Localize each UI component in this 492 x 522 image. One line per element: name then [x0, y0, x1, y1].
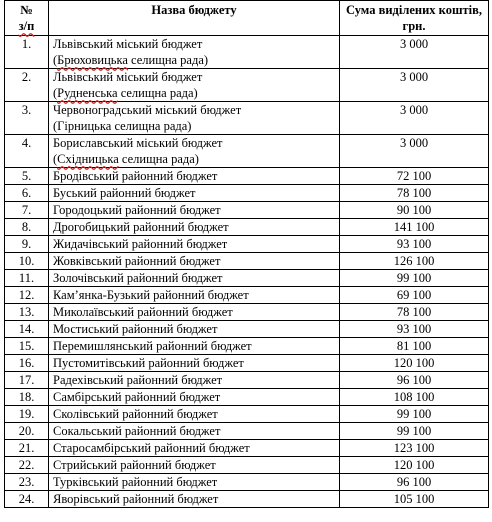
budget-name-text: Буський районний бюджет	[53, 186, 196, 200]
budget-name-text: Самбірський районний бюджет	[53, 390, 221, 404]
row-number: 15.	[5, 338, 49, 355]
header-number	[5, 1, 49, 36]
table-row	[5, 338, 489, 355]
table-row	[5, 253, 489, 270]
budget-name-text: Миколаївський районний бюджет	[53, 305, 233, 319]
table-header	[5, 1, 489, 36]
row-budget-name	[49, 491, 340, 508]
table-row	[5, 406, 489, 423]
council-note-part: Східницька	[57, 152, 119, 166]
table-row	[5, 389, 489, 406]
row-amount: 99 100	[340, 406, 489, 423]
council-note-part: (	[53, 152, 58, 166]
row-number: 18.	[5, 389, 49, 406]
row-amount: 120 100	[340, 355, 489, 372]
row-budget-name	[49, 69, 340, 102]
budget-name-text: Сокальський районний бюджет	[53, 424, 221, 438]
table-row	[5, 474, 489, 491]
table-row	[5, 102, 489, 135]
row-number: 6.	[5, 185, 49, 202]
table-row	[5, 135, 489, 168]
council-note	[53, 85, 335, 101]
council-note-part: Брюховицька	[57, 53, 128, 67]
row-number: 1.	[5, 36, 49, 69]
row-budget-name	[49, 219, 340, 236]
row-budget-name	[49, 253, 340, 270]
council-note	[53, 151, 335, 167]
council-note-part: (Гірницька селищна рада)	[53, 119, 192, 133]
header-number-symbol: №	[20, 3, 33, 17]
row-budget-name	[49, 355, 340, 372]
row-amount: 69 100	[340, 287, 489, 304]
council-note	[53, 118, 335, 134]
table-row	[5, 236, 489, 253]
council-note-part: селищна рада)	[118, 152, 199, 166]
budget-name-text: Бродівський районний бюджет	[53, 169, 218, 183]
budget-name-text: Львівський міський бюджет	[53, 37, 203, 51]
row-amount: 93 100	[340, 321, 489, 338]
budget-table	[4, 0, 489, 508]
budget-name-text: Жидачівський районний бюджет	[53, 237, 228, 251]
row-number: 4.	[5, 135, 49, 168]
budget-name-text: Бориславський міський бюджет	[53, 136, 223, 150]
budget-name-text: Кам’янка-Бузький районний бюджет	[53, 288, 249, 302]
row-amount: 90 100	[340, 202, 489, 219]
row-amount: 3 000	[340, 36, 489, 69]
budget-name-text: Городоцький районний бюджет	[53, 203, 221, 217]
table-row	[5, 423, 489, 440]
row-budget-name	[49, 457, 340, 474]
budget-name-text: Радехівський районний бюджет	[53, 373, 223, 387]
row-amount: 108 100	[340, 389, 489, 406]
row-number: 20.	[5, 423, 49, 440]
budget-name-text: Золочівський районний бюджет	[53, 271, 223, 285]
table-row	[5, 372, 489, 389]
row-number: 23.	[5, 474, 49, 491]
row-number: 22.	[5, 457, 49, 474]
row-amount: 120 100	[340, 457, 489, 474]
row-number: 12.	[5, 287, 49, 304]
table-row	[5, 321, 489, 338]
row-budget-name	[49, 474, 340, 491]
row-budget-name	[49, 287, 340, 304]
row-budget-name	[49, 406, 340, 423]
budget-name-text: Стрийський районний бюджет	[53, 458, 216, 472]
table-row	[5, 202, 489, 219]
budget-name-text: Мостиський районний бюджет	[53, 322, 218, 336]
table-row	[5, 185, 489, 202]
row-budget-name	[49, 168, 340, 185]
row-budget-name	[49, 270, 340, 287]
row-budget-name	[49, 389, 340, 406]
budget-name-text: Жовківський районний бюджет	[53, 254, 221, 268]
row-amount: 96 100	[340, 372, 489, 389]
council-note-part: Рудненська	[57, 86, 118, 100]
row-budget-name	[49, 304, 340, 321]
budget-name-text: Старосамбірський районний бюджет	[53, 441, 250, 455]
row-budget-name	[49, 102, 340, 135]
row-budget-name	[49, 36, 340, 69]
row-number: 14.	[5, 321, 49, 338]
header-amount: Сума виділених коштів, грн.	[340, 1, 489, 36]
table-row	[5, 219, 489, 236]
table-body	[5, 36, 489, 508]
table-row	[5, 36, 489, 69]
budget-name-text: Львівський міський бюджет	[53, 70, 203, 84]
row-number: 21.	[5, 440, 49, 457]
budget-name-text: Сколівський районний бюджет	[53, 407, 218, 421]
row-amount: 96 100	[340, 474, 489, 491]
row-budget-name	[49, 135, 340, 168]
header-number-abbr: з/п	[18, 19, 35, 33]
row-number: 2.	[5, 69, 49, 102]
council-note-part: (	[53, 53, 58, 67]
council-note-part: селищна рада)	[117, 86, 198, 100]
row-number: 17.	[5, 372, 49, 389]
row-number: 5.	[5, 168, 49, 185]
row-number: 3.	[5, 102, 49, 135]
row-amount: 126 100	[340, 253, 489, 270]
row-number: 10.	[5, 253, 49, 270]
row-budget-name	[49, 236, 340, 253]
row-number: 11.	[5, 270, 49, 287]
council-note-part: (	[53, 86, 58, 100]
row-amount: 81 100	[340, 338, 489, 355]
header-budget-name: Назва бюджету	[49, 1, 340, 36]
row-number: 24.	[5, 491, 49, 508]
row-number: 13.	[5, 304, 49, 321]
council-note-part: селищна рада)	[127, 53, 209, 67]
row-amount: 123 100	[340, 440, 489, 457]
table-row	[5, 270, 489, 287]
row-number: 16.	[5, 355, 49, 372]
budget-name-text: Червоноградський міський бюджет	[53, 103, 242, 117]
table-row	[5, 491, 489, 508]
row-amount: 3 000	[340, 102, 489, 135]
budget-name-text: Яворівський районний бюджет	[53, 492, 219, 506]
table-row	[5, 304, 489, 321]
row-number: 19.	[5, 406, 49, 423]
row-budget-name	[49, 372, 340, 389]
table-row	[5, 457, 489, 474]
budget-name-text: Дрогобицький районний бюджет	[53, 220, 229, 234]
row-budget-name	[49, 423, 340, 440]
row-amount: 3 000	[340, 69, 489, 102]
table-row	[5, 287, 489, 304]
row-amount: 105 100	[340, 491, 489, 508]
budget-name-text: Пустомитівський районний бюджет	[53, 356, 244, 370]
row-amount: 78 100	[340, 185, 489, 202]
row-number: 8.	[5, 219, 49, 236]
table-row	[5, 69, 489, 102]
budget-name-text: Перемишлянський районний бюджет	[53, 339, 252, 353]
row-budget-name	[49, 440, 340, 457]
budget-name-text: Турківський районний бюджет	[53, 475, 218, 489]
row-budget-name	[49, 321, 340, 338]
row-amount: 141 100	[340, 219, 489, 236]
table-row	[5, 355, 489, 372]
row-budget-name	[49, 202, 340, 219]
row-amount: 72 100	[340, 168, 489, 185]
council-note	[53, 52, 335, 68]
row-budget-name	[49, 338, 340, 355]
row-number: 7.	[5, 202, 49, 219]
row-amount: 99 100	[340, 270, 489, 287]
row-amount: 99 100	[340, 423, 489, 440]
table-row	[5, 440, 489, 457]
table-row	[5, 168, 489, 185]
row-amount: 3 000	[340, 135, 489, 168]
row-amount: 78 100	[340, 304, 489, 321]
row-number: 9.	[5, 236, 49, 253]
row-amount: 93 100	[340, 236, 489, 253]
row-budget-name	[49, 185, 340, 202]
